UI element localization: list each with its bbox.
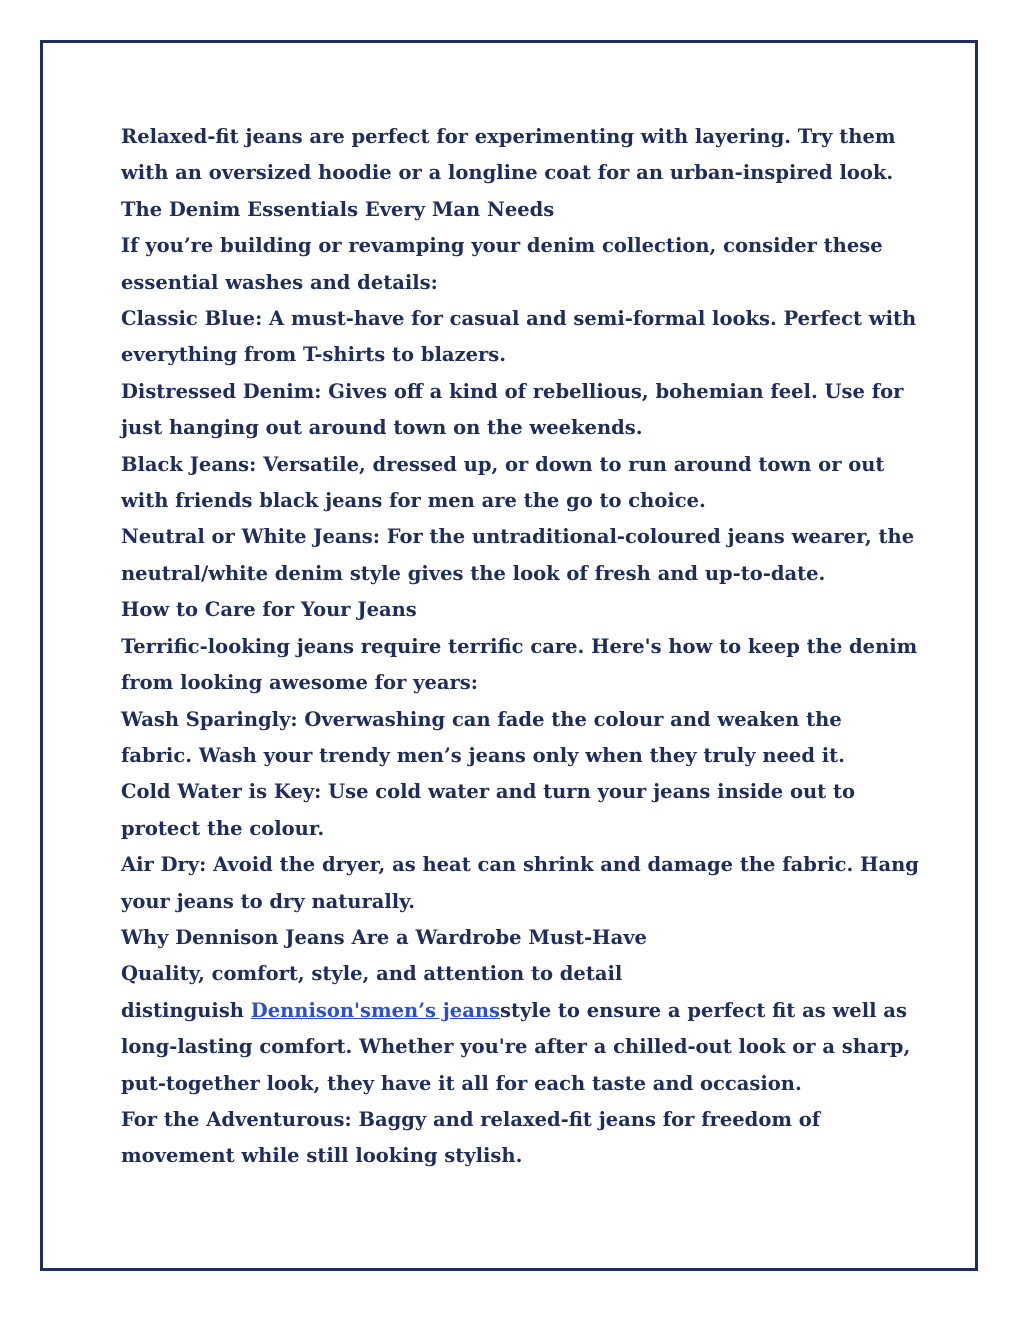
section-heading: The Denim Essentials Every Man Needs [121,197,555,221]
body-line: essential washes and details: [121,270,438,294]
body-line: fabric. Wash your trendy men’s jeans only when they truly need it. [121,743,845,767]
body-line: from looking awesome for years: [121,671,478,695]
body-line: Black Jeans: Versatile, dressed up, or down to run around town or out [121,452,885,476]
body-line: Classic Blue: A must-have for casual and semi-formal looks. Perfect with [121,307,917,331]
body-line: If you’re building or revamping your denim collection, consider these [121,234,883,258]
body-line: neutral/white denim style gives the look of fresh and up-to-date. [121,561,826,585]
body-line: For the Adventurous: Baggy and relaxed-fit jeans for freedom of [121,1107,821,1131]
body-line: just hanging out around town on the weekends. [121,416,643,440]
body-line: Wash Sparingly: Overwashing can fade the colour and weaken the [121,707,842,731]
body-line: Relaxed-fit jeans are perfect for experimenting with layering. Try them [121,125,896,148]
document-body [121,119,921,1175]
body-line: put-together look, they have it all for each taste and occasion. [121,1071,802,1095]
dennison-mens-jeans-link[interactable]: Dennison'smen’s jeans [250,998,500,1022]
body-line: long-lasting comfort. Whether you're after a chilled-out look or a sharp, [121,1035,911,1059]
body-line: everything from T-shirts to blazers. [121,343,507,367]
body-line: your jeans to dry naturally. [121,889,416,913]
body-line: with friends black jeans for men are the go to choice. [121,489,706,513]
body-line: Quality, comfort, style, and attention to detail [121,962,623,986]
body-line: protect the colour. [121,816,325,840]
body-line: Air Dry: Avoid the dryer, as heat can shrink and damage the fabric. Hang [121,853,919,877]
section-heading: How to Care for Your Jeans [121,598,417,622]
body-line: Cold Water is Key: Use cold water and turn your jeans inside out to [121,780,855,804]
body-line: Terrific-looking jeans require terrific care. Here's how to keep the denim [121,634,918,658]
body-line-with-link [121,993,921,1029]
body-line: Distressed Denim: Gives off a kind of rebellious, bohemian feel. Use for [121,379,904,403]
body-line: with an oversized hoodie or a longline coat for an urban-inspired look. [121,161,894,185]
link-suffix-text: style to ensure a perfect fit as well as [500,998,907,1022]
body-line: movement while still looking stylish. [121,1144,523,1168]
section-heading: Why Dennison Jeans Are a Wardrobe Must-Have [121,925,647,949]
body-line: Neutral or White Jeans: For the untraditional-coloured jeans wearer, the [121,525,915,549]
link-prefix-text: distinguish [121,998,251,1022]
